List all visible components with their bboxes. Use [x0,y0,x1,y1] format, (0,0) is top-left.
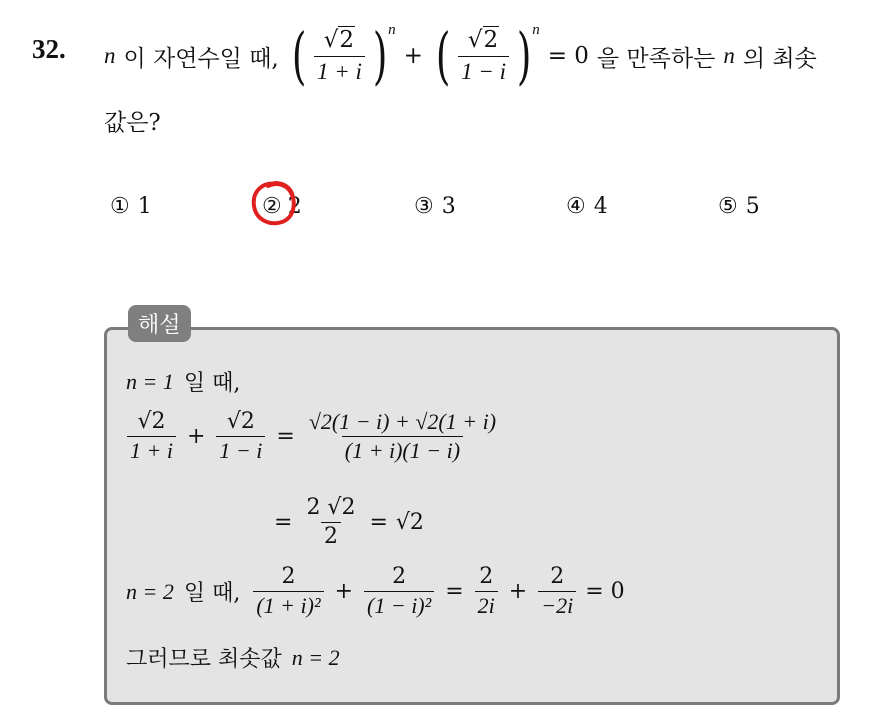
fraction-1 [314,28,365,84]
plus-sign: + [508,579,528,605]
exponent-n: n [388,21,396,38]
solution-fraction: $\frac{2}{\text{(1 + i)²}}$ [253,565,323,618]
choice-value: 4 [593,194,608,219]
solution-result: = 0 [585,579,625,605]
solution-fraction: $\frac{2}{2i}$ [475,565,498,618]
choice-1[interactable] [110,194,152,219]
equals-zero: = 0 [547,43,589,69]
paren-left: ( [291,19,307,92]
solution-text: 그러므로 최솟값 [126,647,282,672]
denominator-plus: 1 + i [314,56,365,84]
solution-fraction: $\frac{2 √2}{2}$ [306,495,356,550]
solution-fraction: $\frac{2}{-2i}$ [538,565,576,618]
answer-circle-icon [248,178,300,230]
question-text-2: 을 만족하는 [596,45,716,72]
choice-5[interactable] [718,194,760,219]
solution-line-5 [126,642,340,673]
solution-fraction: $\frac{2}{\text{(1 − i)²}}$ [364,565,434,618]
choice-mark: ① [110,194,130,219]
paren-left: ( [435,19,451,92]
paren-right: ) [516,19,532,92]
plus-sign: + [403,43,423,69]
solution-fraction: $\frac{√2(1 - i) + √2(1 + i)}{(1 + i)(1 - i)}$ [308,409,497,464]
choice-mark: ⑤ [718,194,738,219]
equals-sign: = [276,424,295,450]
choice-mark: ④ [566,194,586,219]
exponent-n: n [532,21,540,38]
solution-text: 일 때, [183,371,241,396]
solution-line-4 [126,565,625,618]
solution-fraction: $\frac{√2}{1 - i}$ [216,410,265,463]
solution-text: 일 때, [183,581,241,607]
choice-value: 1 [137,194,152,219]
choice-value: 5 [745,194,760,219]
solution-line-1 [126,366,240,397]
choice-4[interactable] [566,194,608,219]
fraction-2 [458,28,509,84]
equals-sign: = [445,579,464,605]
sqrt-2: √2 [323,27,355,54]
question-text-3: 의 최솟 [742,45,817,72]
choice-value: 2 [287,194,302,219]
choice-mark: ② [262,194,282,219]
question-number: 32. [32,34,66,64]
choice-value: 3 [441,194,456,219]
sqrt-2: √2 [467,27,499,54]
var-n: n [104,43,116,68]
question-text-1: 이 자연수일 때, [123,45,279,72]
solution-fraction: $\frac{√2}{1 + i}$ [127,410,176,463]
question-text-line2: 값은? [104,110,161,136]
equals-sign: = [369,510,388,536]
solution-line-2 [124,410,502,463]
solution-badge: 해설 [128,305,191,342]
solution-math: n = 1 [126,368,174,394]
var-n: n [723,43,735,68]
solution-result: √2 [395,510,424,536]
question-text-line1 [104,14,817,98]
plus-sign: + [186,424,206,450]
equals-sign: = [274,510,293,536]
choice-3[interactable] [414,194,456,219]
paren-right: ) [372,19,388,92]
plus-sign: + [334,579,354,605]
choice-mark: ③ [414,194,434,219]
solution-math: n = 2 [291,644,340,670]
solution-line-3 [274,496,424,549]
denominator-minus: 1 − i [458,56,509,84]
solution-math: n = 2 [126,578,174,604]
